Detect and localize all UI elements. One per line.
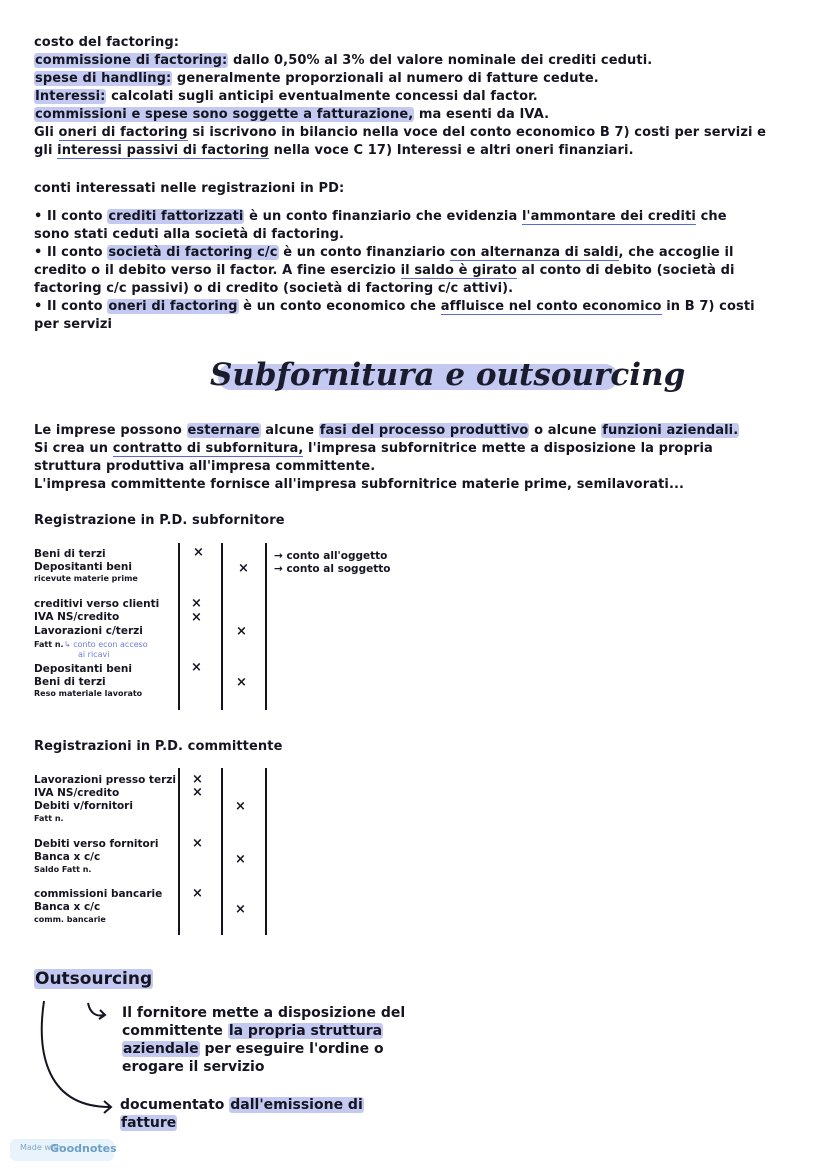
ledger-divider — [221, 543, 223, 710]
entry-account: Banca x c/c — [34, 901, 101, 913]
arrow-annotation: → conto all'oggetto — [274, 550, 388, 562]
entry-note: Fatt n. — [34, 640, 64, 649]
accounts-heading: conti interessati nelle registrazioni in PD: — [34, 181, 345, 196]
entry-account: Lavorazioni c/terzi — [34, 625, 143, 637]
outsourcing-text-1: Il fornitore mette a disposizione del committente la propria struttura aziendale per eseguire l'ordine o erogare il servizio — [122, 1005, 406, 1075]
credit-mark: × — [236, 675, 247, 690]
account-bullet-2-cont-2: factoring c/c passivi) o di credito (società di factoring c/c attivi). — [34, 281, 514, 296]
entry-note: Fatt n. — [34, 814, 64, 823]
ledger-divider — [265, 768, 267, 935]
entry-account: Debiti verso fornitori — [34, 838, 159, 850]
reg-comm-heading: Registrazioni in P.D. committente — [34, 739, 283, 754]
outsourcing-arrows — [30, 995, 130, 1120]
entry-account: IVA NS/credito — [34, 611, 120, 623]
costs-line-balance: Gli oneri di factoring si iscrivono in bilancio nella voce del conto economico B 7) costi per servizi e — [34, 125, 767, 140]
ledger-divider — [265, 543, 267, 710]
account-bullet-1-cont: sono stati ceduti alla società di factoring. — [34, 227, 345, 242]
intro-line-1: Le imprese possono esternare alcune fasi del processo produttivo o alcune funzioni aziendali. — [34, 423, 739, 438]
ledger-divider — [178, 543, 180, 710]
debit-mark: × — [193, 545, 204, 560]
entry-note: comm. bancarie — [34, 915, 106, 924]
debit-mark: × — [192, 886, 203, 901]
entry-note: Reso materiale lavorato — [34, 689, 143, 698]
credit-mark: × — [236, 624, 247, 639]
ledger-divider — [178, 768, 180, 935]
account-bullet-2: • Il conto società di factoring c/c è un conto finanziario con alternanza di saldi, che accoglie il — [34, 245, 734, 260]
costs-line-handling: spese di handling: generalmente proporzionali al numero di fatture cedute. — [35, 71, 599, 86]
entry-account: Banca x c/c — [34, 851, 101, 863]
arrow-annotation: → conto al soggetto — [274, 563, 391, 575]
costs-line-balance-2: gli interessi passivi di factoring nella voce C 17) Interessi e altri oneri finanziari. — [34, 143, 634, 158]
annotation: ai ricavi — [78, 650, 110, 659]
entry-account: commissioni bancarie — [34, 888, 163, 900]
entry-account: Lavorazioni presso terzi — [34, 774, 176, 786]
debit-mark: × — [191, 660, 202, 675]
intro-line-3: struttura produttiva all'impresa committente. — [34, 459, 376, 474]
intro-line-2: Si crea un contratto di subfornitura, l'impresa subfornitrice mette a disposizione la propria — [34, 441, 713, 456]
credit-mark: × — [235, 799, 246, 814]
costs-line-commission: commissione di factoring: dallo 0,50% al 3% del valore nominale dei crediti ceduti. — [35, 53, 653, 68]
reg-sub-heading: Registrazione in P.D. subfornitore — [34, 513, 285, 528]
account-bullet-1: • Il conto crediti fattorizzati è un conto finanziario che evidenzia l'ammontare dei crediti che — [34, 209, 727, 224]
section-title: Subfornitura e outsourcing — [210, 357, 686, 393]
debit-mark: × — [191, 596, 202, 611]
outsourcing-heading: Outsourcing — [35, 969, 153, 989]
intro-line-4: L'impresa committente fornisce all'impresa subfornitrice materie prime, semilavorati... — [34, 477, 685, 492]
credit-mark: × — [238, 561, 249, 576]
entry-note: ricevute materie prime — [34, 574, 138, 583]
account-bullet-3-cont: per servizi — [34, 317, 113, 332]
debit-mark: × — [192, 772, 203, 787]
account-bullet-2-cont: credito o il debito verso il factor. A fine esercizio il saldo è girato al conto di debito (società di — [34, 263, 735, 278]
entry-account: Depositanti beni — [34, 663, 132, 675]
credit-mark: × — [235, 902, 246, 917]
credit-mark: × — [235, 852, 246, 867]
entry-account: creditivi verso clienti — [34, 598, 160, 610]
entry-account: Depositanti beni — [34, 561, 132, 573]
entry-account: Beni di terzi — [34, 676, 106, 688]
debit-mark: × — [192, 785, 203, 800]
debit-mark: × — [191, 610, 202, 625]
costs-line-interest: Interessi: calcolati sugli anticipi eventualmente concessi dal factor. — [35, 89, 538, 104]
entry-account: IVA NS/credito — [34, 787, 120, 799]
account-bullet-3: • Il conto oneri di factoring è un conto economico che affluisce nel conto economico in B 7) costi — [34, 299, 755, 314]
debit-mark: × — [192, 836, 203, 851]
costs-heading: costo del factoring: — [34, 35, 180, 50]
goodnotes-badge: Made with Goodnotes — [10, 1139, 114, 1161]
entry-note: Saldo Fatt n. — [34, 865, 92, 874]
outsourcing-text-2: documentato dall'emissione di fatture — [120, 1097, 363, 1131]
entry-account: Debiti v/fornitori — [34, 800, 133, 812]
costs-line-vat: commissioni e spese sono soggette a fatturazione, ma esenti da IVA. — [35, 107, 550, 122]
annotation: ↳ conto econ acceso — [64, 640, 148, 649]
entry-account: Beni di terzi — [34, 548, 106, 560]
ledger-divider — [221, 768, 223, 935]
